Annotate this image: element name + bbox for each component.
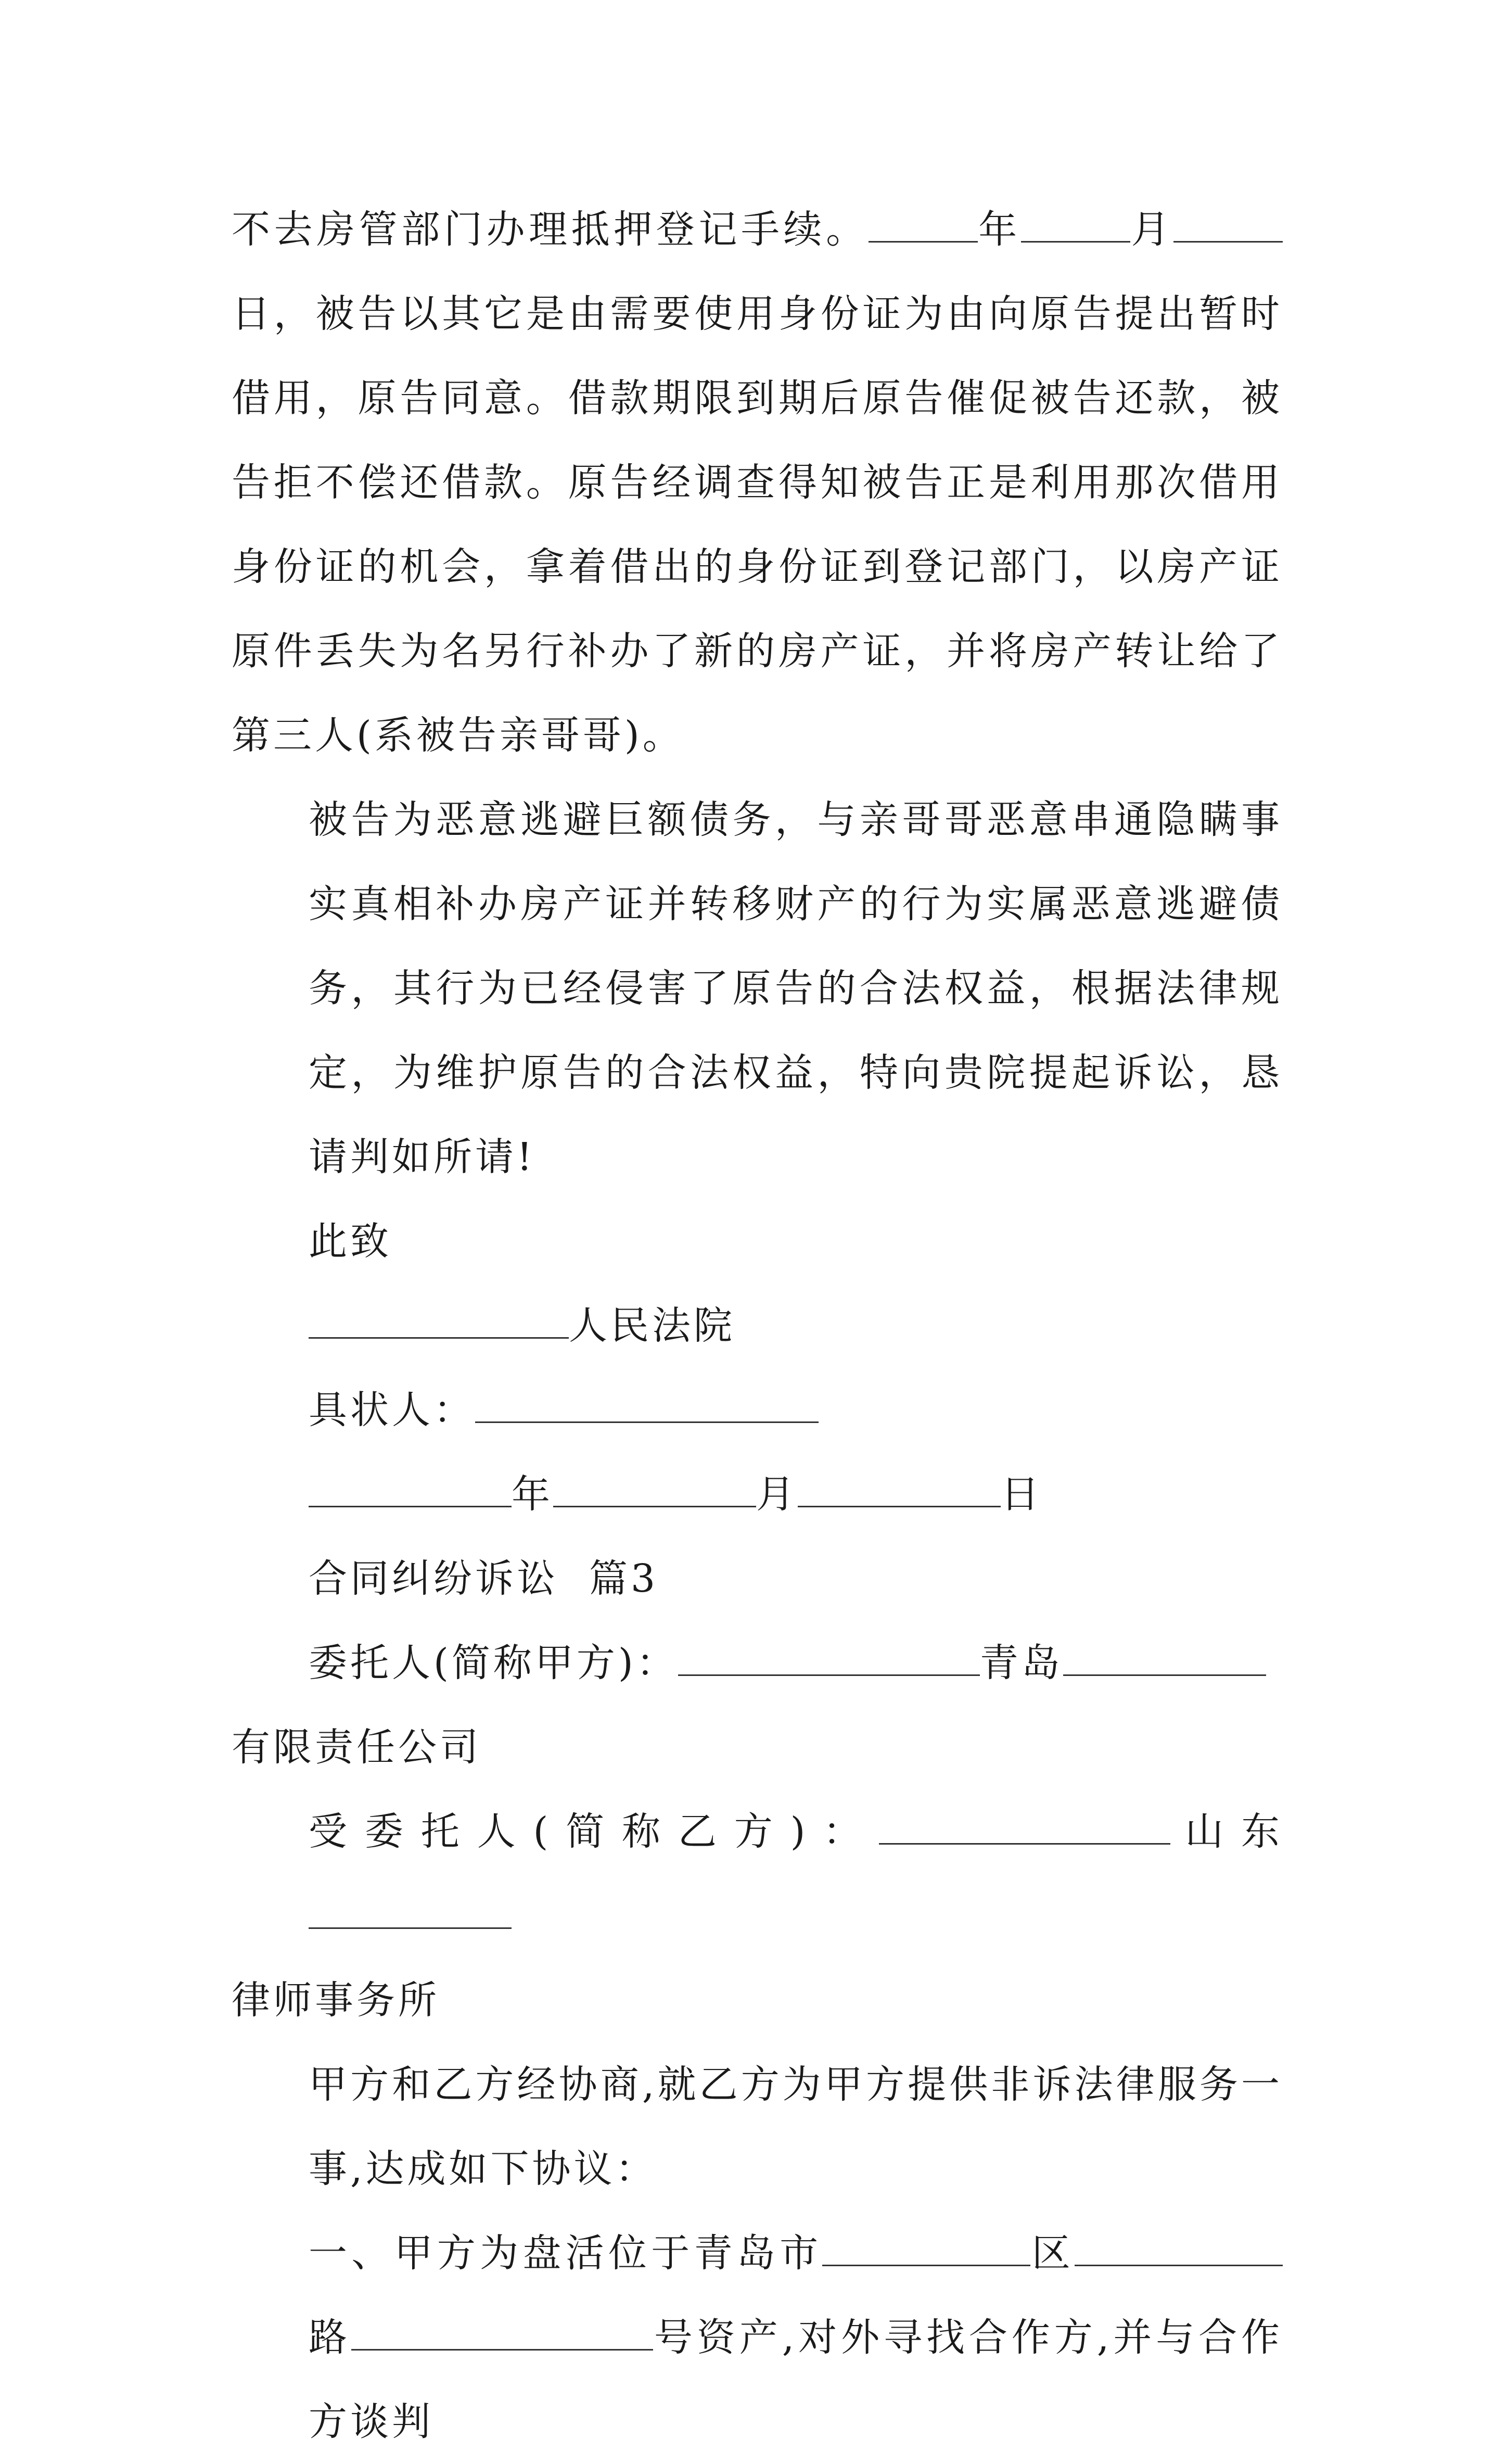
blank-date-year	[309, 1469, 512, 1507]
agreement-intro	[232, 2042, 1283, 2211]
clause-1-district: 区	[1030, 2231, 1075, 2276]
blank-party-b-firm	[309, 1891, 512, 1929]
plaintiff-label: 具状人：	[309, 1388, 475, 1432]
blank-year	[869, 205, 978, 243]
section-title	[232, 1536, 1283, 1621]
claim-text: 被告为恶意逃避巨额债务，与亲哥哥恶意串通隐瞒事实真相补办房产证并转移财产的行为实属恶意逃避债务，其行为已经侵害了原告的合法权益，根据法律规定，为维护原告的合法权益，特向贵院提起诉讼，恳请判如所请!	[309, 797, 1283, 1179]
blank-party-a-name	[678, 1638, 980, 1676]
blank-party-a-company	[1063, 1638, 1266, 1676]
blank-district	[822, 2228, 1030, 2266]
court-label: 人民法院	[569, 1303, 735, 1348]
blank-day	[1173, 205, 1283, 243]
facts-month-label: 月	[1130, 207, 1174, 252]
clause-1-text-start: 一、甲方为盘活位于青岛市	[309, 2231, 823, 2276]
party-b-suffix: 律师事务所	[232, 1978, 440, 2023]
clause-1	[232, 2211, 1283, 2464]
paragraph-claim	[232, 778, 1283, 1199]
blank-party-b-name	[879, 1807, 1170, 1845]
party-b	[232, 1789, 1283, 1958]
facts-text-body: 日，被告以其它是由需要使用身份证为由向原告提出暂时借用，原告同意。借款期限到期后原告催促被告还款，被告拒不偿还借款。原告经调查得知被告正是利用那次借用身份证的机会，拿着借出的身份证到登记部门，以房产证原件丢失为名另行补办了新的房产证，并将房产转让给了第三人(系被告亲哥哥)。	[232, 291, 1283, 758]
court-line	[232, 1284, 1283, 1368]
party-a-label: 委托人(简称甲方)：	[309, 1641, 678, 1685]
date-day-label: 日	[1001, 1472, 1042, 1517]
date-month-label: 月	[756, 1472, 798, 1517]
clause-1-road: 路	[309, 2315, 351, 2360]
section-title-text: 合同纠纷诉讼 篇3	[309, 1556, 659, 1601]
plaintiff-line	[232, 1368, 1283, 1452]
document-body	[232, 187, 1283, 2464]
blank-court-name	[309, 1301, 569, 1339]
agreement-intro-text: 甲方和乙方经协商,就乙方为甲方提供非诉法律服务一事,达成如下协议：	[309, 2062, 1283, 2191]
blank-month	[1021, 205, 1130, 243]
party-a-suffix-line	[232, 1705, 1283, 1789]
blank-date-day	[798, 1469, 1001, 1507]
party-b-label: 受委托人(简称乙方)：	[309, 1809, 879, 1854]
facts-year-label: 年	[977, 207, 1021, 252]
date-year-label: 年	[512, 1472, 553, 1517]
facts-text-start: 不去房管部门办理抵押登记手续。	[232, 207, 869, 252]
party-a-city: 青岛	[979, 1641, 1063, 1685]
salutation-text: 此致	[309, 1219, 392, 1264]
clause-1-text-end: 号资产,对外寻找合作方,并与合作方谈判	[309, 2315, 1283, 2444]
blank-number	[351, 2313, 653, 2351]
party-a	[232, 1621, 1283, 1705]
party-b-city: 山东	[1170, 1809, 1283, 1854]
party-b-suffix-line	[232, 1958, 1283, 2042]
paragraph-facts	[232, 187, 1283, 778]
blank-plaintiff	[475, 1385, 819, 1423]
party-a-suffix: 有限责任公司	[232, 1725, 481, 1770]
blank-date-month	[553, 1469, 756, 1507]
blank-road	[1075, 2228, 1283, 2266]
date-line	[232, 1452, 1283, 1536]
salutation	[232, 1199, 1283, 1284]
